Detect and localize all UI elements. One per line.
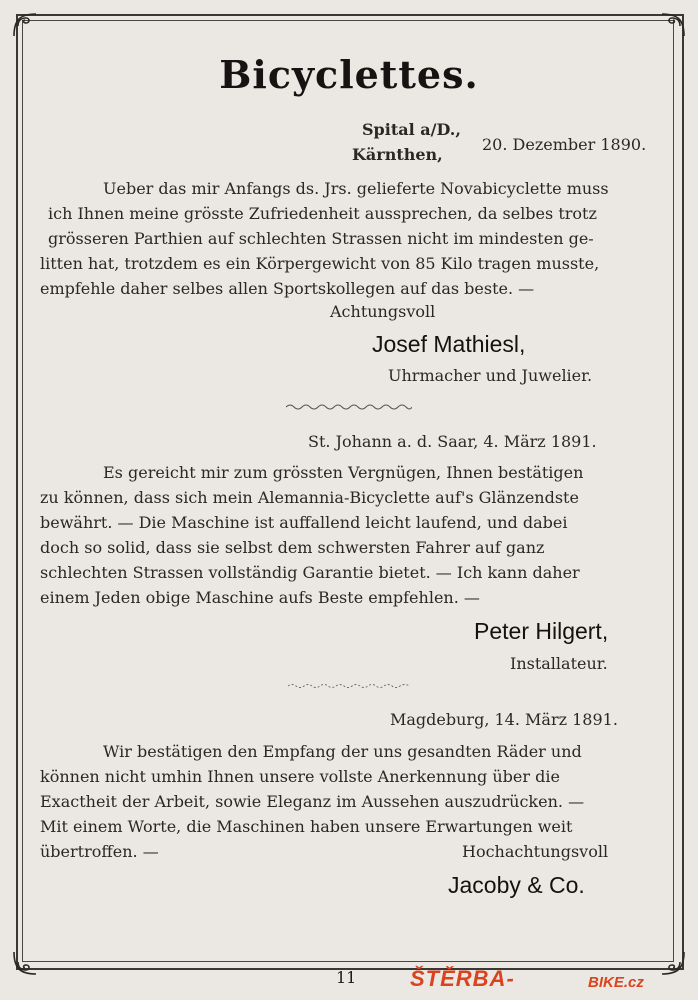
letter-2-occupation: Installateur. [510, 654, 608, 673]
letter-1-place-line1: Spital a/D., [362, 120, 461, 139]
letter-3-line: können nicht umhin Ihnen unsere vollste Anerkennung über die [40, 767, 560, 786]
letter-2-place-date: St. Johann a. d. Saar, 4. März 1891. [308, 432, 597, 451]
divider-ornament [286, 402, 412, 412]
corner-ornament-top-left [6, 6, 46, 46]
divider-ornament [288, 682, 410, 690]
letter-2-line: Es gereicht mir zum grössten Vergnügen, Ihnen bestätigen [103, 463, 584, 482]
letter-1-signature: Josef Mathiesl, [372, 331, 526, 357]
letter-2-signature: Peter Hilgert, [474, 618, 609, 644]
letter-1-line: Ueber das mir Anfangs ds. Jrs. gelieferte Novabicyclette muss [103, 179, 609, 198]
letter-3-line: Wir bestätigen den Empfang der uns gesandten Räder und [103, 742, 582, 761]
letter-1-closing: Achtungsvoll [330, 302, 436, 321]
letter-1-line: empfehle daher selbes allen Sportskollegen auf das beste. — [40, 279, 535, 298]
corner-ornament-top-right [652, 6, 692, 46]
letter-3-line: Exactheit der Arbeit, sowie Eleganz im Aussehen auszudrücken. — [40, 792, 585, 811]
letter-3-signature: Jacoby & Co. [448, 872, 585, 898]
letter-1-line: litten hat, trotzdem es ein Körpergewicht von 85 Kilo tragen musste, [40, 254, 600, 273]
corner-ornament-bottom-right [652, 942, 692, 982]
letter-3-line: Mit einem Worte, die Maschinen haben unsere Erwartungen weit [40, 817, 573, 836]
letter-2-line: zu können, dass sich mein Alemannia-Bicyclette auf's Glänzendste [40, 488, 579, 507]
page-title: Bicyclettes. [219, 52, 479, 97]
letter-2-line: einem Jeden obige Maschine aufs Beste empfehlen. — [40, 588, 480, 607]
letter-1-occupation: Uhrmacher und Juwelier. [388, 366, 593, 385]
watermark-url: BIKE.cz [588, 974, 644, 991]
letter-3-line: übertroffen. — [40, 842, 159, 861]
letter-2-line: doch so solid, dass sie selbst dem schwersten Fahrer auf ganz [40, 538, 545, 557]
letter-1-place-line2: Kärnthen, [352, 145, 443, 164]
letter-2-line: bewährt. — Die Maschine ist auffallend leicht laufend, und dabei [40, 513, 568, 532]
letter-1-line: ich Ihnen meine grösste Zufriedenheit aussprechen, da selbes trotz [48, 204, 597, 223]
letter-1-line: grösseren Parthien auf schlechten Strassen nicht im mindesten ge- [48, 229, 594, 248]
corner-ornament-bottom-left [6, 942, 46, 982]
letter-3-closing: Hochachtungsvoll [462, 842, 609, 861]
letter-1-date: 20. Dezember 1890. [482, 135, 647, 154]
page-number: 11 [336, 968, 357, 987]
watermark-logo: ŠTĚRBA- [410, 966, 515, 991]
letter-2-line: schlechten Strassen vollständig Garantie bietet. — Ich kann daher [40, 563, 580, 582]
letter-3-place-date: Magdeburg, 14. März 1891. [390, 710, 618, 729]
